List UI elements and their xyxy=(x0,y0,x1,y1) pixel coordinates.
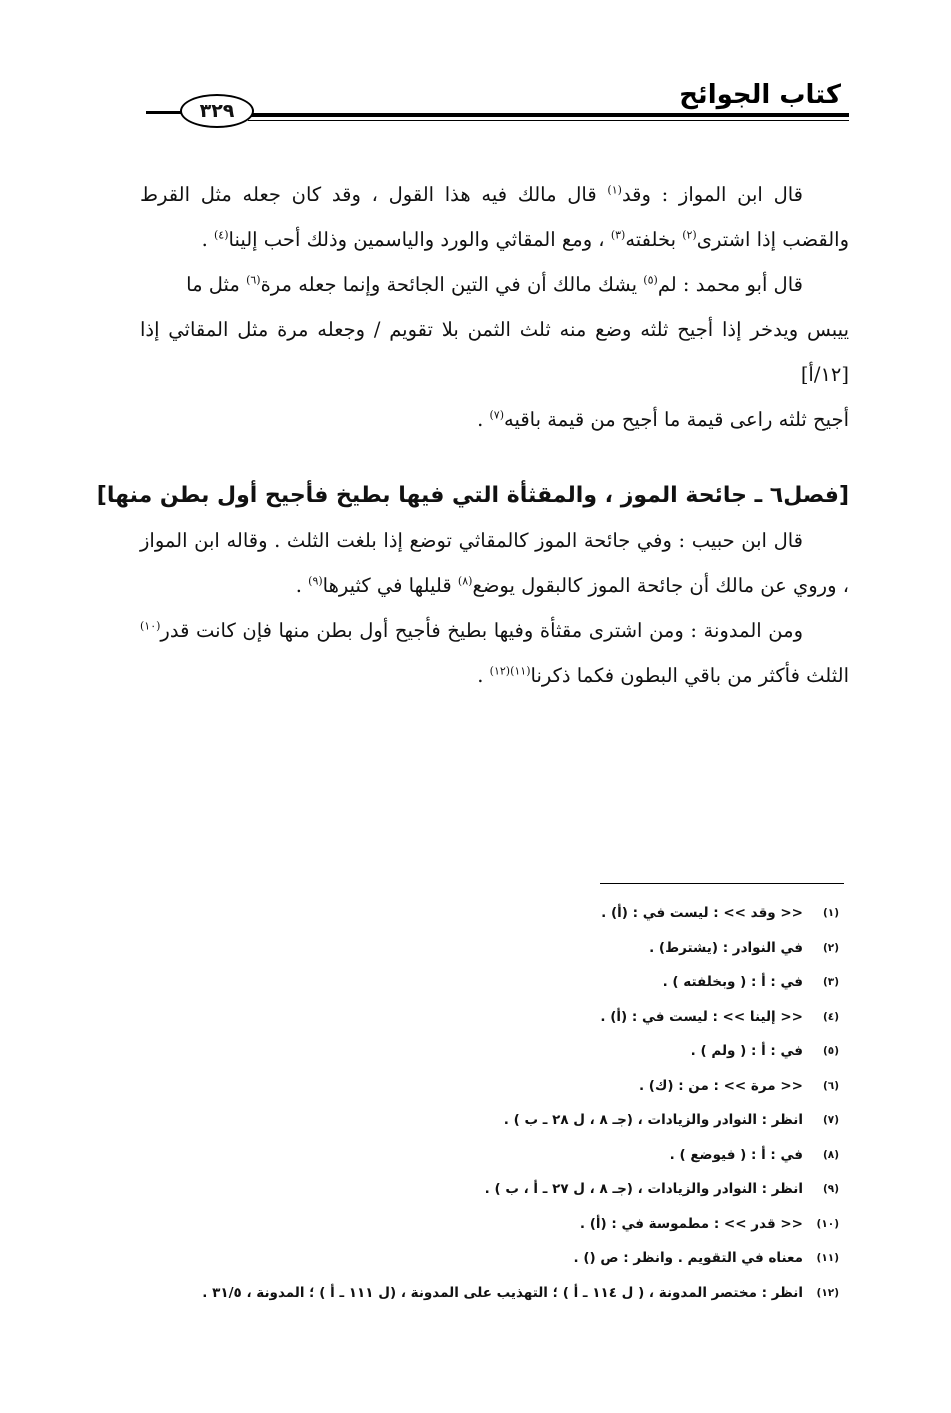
text-run: مثل ما xyxy=(186,273,247,296)
footnote-ref-3: (٣) xyxy=(610,228,626,242)
footnote-ref-2: (٢) xyxy=(682,228,697,242)
footnote-number: (٧) xyxy=(822,1114,839,1126)
paragraph-3 xyxy=(140,518,849,608)
footnote-number: (٢) xyxy=(822,941,839,954)
text-run: . xyxy=(295,574,309,597)
footnote-item xyxy=(120,965,839,1000)
footnote-item xyxy=(120,1103,839,1138)
header-rule-thin xyxy=(248,120,849,121)
footnote-item xyxy=(120,896,839,931)
paragraph-1 xyxy=(140,172,849,262)
text-run: يشك مالك أن في التين الجائحة وإنما جعله مرة xyxy=(260,273,644,296)
text-run: ومن المدونة : ومن اشترى مقثأة وفيها بطيخ فأجيح أول بطن منها فإن كانت قدر xyxy=(160,619,803,642)
paragraph-4 xyxy=(140,608,849,698)
footnote-ref-12: (١٢) xyxy=(489,664,511,678)
footnote-item xyxy=(120,1207,839,1242)
footnote-number: (٦) xyxy=(822,1079,839,1092)
footnote-text: انظر : النوادر والزيادات ، (جـ ٨ ، ل ٢٨ ـ ب ) . xyxy=(503,1112,803,1128)
text-run: . xyxy=(477,664,490,687)
paragraph-2 xyxy=(140,262,849,307)
text-run: قال أبو محمد : لم xyxy=(657,273,803,296)
footnote-item xyxy=(120,1069,839,1104)
paragraph-2-line-3 xyxy=(140,397,849,442)
footnote-item xyxy=(120,931,839,966)
footnote-number: (٩) xyxy=(822,1183,839,1195)
footnote-item xyxy=(120,1241,839,1276)
footnote-ref-5: (٥) xyxy=(643,273,658,287)
text-run: قال ابن المواز : وقد xyxy=(621,183,803,206)
text-run: قال ابن حبيب : وفي جائحة الموز كالمقاثي توضع إذا بلغت الثلث . وقاله ابن المواز ، وروي عن مالك أن جائحة الموز كالبقول يوضع xyxy=(140,529,849,597)
footnote-text: << إلينا >> : ليست في : (أ) . xyxy=(600,1008,803,1025)
footnote-ref-7: (٧) xyxy=(489,408,504,422)
footnote-ref-11: (١١) xyxy=(510,664,531,678)
text-run: قليلها في كثيرها xyxy=(322,574,458,597)
footnote-ref-6: (٦) xyxy=(246,273,261,287)
footnote-text: في : أ : ( ولم ) . xyxy=(690,1043,803,1059)
footnote-text: انظر : مختصر المدونة ، ( ل ١١٤ ـ أ ) ؛ التهذيب على المدونة ، (ل ١١١ ـ أ ) ؛ المدونة ، ٣١/٥ . xyxy=(202,1284,803,1301)
footnote-item xyxy=(120,1138,839,1173)
footnote-ref-1: (١) xyxy=(607,183,622,197)
footnote-number: (١٠) xyxy=(816,1217,839,1230)
running-header-title: كتاب الجوائح xyxy=(679,80,841,110)
text-run: . xyxy=(477,408,490,431)
footnote-text: انظر : النوادر والزيادات ، (جـ ٨ ، ل ٢٧ ـ أ ، ب ) . xyxy=(484,1181,803,1197)
text-run: ، ومع المقاثي والورد والياسمين وذلك أحب إلينا xyxy=(228,228,611,251)
footnote-text: في : أ : ( فيوضع ) . xyxy=(669,1146,803,1163)
footnote-ref-10: (١٠) xyxy=(140,619,161,633)
main-text xyxy=(96,172,849,698)
footnote-item xyxy=(120,1276,839,1311)
footnote-text: معناه في التقويم . وانظر : ص () . xyxy=(573,1250,803,1266)
footnote-number: (١٢) xyxy=(816,1286,839,1299)
footnote-text: في : أ : ( وبخلفته ) . xyxy=(662,974,803,990)
text-run: قال مالك فيه هذا القول ، وقد كان جعله مثل القرط والقضب إذا اشترى xyxy=(140,183,849,251)
footnote-number: (٤) xyxy=(822,1010,839,1023)
page-number: ٣٢٩ xyxy=(180,94,254,128)
header-rule xyxy=(248,113,849,117)
footnote-ref-8: (٨) xyxy=(457,574,473,588)
footnote-number: (٣) xyxy=(822,976,839,988)
footnote-number: (١١) xyxy=(816,1252,839,1264)
section-gap xyxy=(140,442,849,474)
footnote-number: (١) xyxy=(822,907,839,919)
footnote-item xyxy=(120,1000,839,1035)
footnote-ref-9: (٩) xyxy=(308,574,323,588)
footnote-item xyxy=(120,1034,839,1069)
footnote-text: في النوادر : (يشترط) . xyxy=(649,939,803,956)
footnote-item xyxy=(120,1172,839,1207)
footnote-number: (٥) xyxy=(822,1045,839,1057)
footnotes xyxy=(120,896,839,1310)
paragraph-2-line-2 xyxy=(140,307,849,397)
footnote-text: << قدر >> : مطموسة في : (أ) . xyxy=(579,1215,803,1232)
footnote-number: (٨) xyxy=(822,1148,839,1161)
text-run: ييبس ويدخر إذا أجيح ثلثه وضع منه ثلث الثمن بلا تقويم / وجعله مرة مثل المقاثي إذا [١٢/أ] xyxy=(140,318,849,386)
text-run: أجيح ثلثه راعى قيمة ما أجيح من قيمة باقيه xyxy=(504,408,849,431)
text-run: الثلث فأكثر من باقي البطون فكما ذكرنا xyxy=(530,664,849,687)
text-run: بخلفته xyxy=(625,228,683,251)
footnote-text: << مرة >> : من : (ك) . xyxy=(638,1077,803,1094)
section-heading: [فصل٦ ـ جائحة الموز ، والمقثأة التي فيها بطيخ فأجيح أول بطن منها] xyxy=(96,483,849,508)
text-run: . xyxy=(201,228,214,251)
footnote-text: << وقد >> : ليست في : (أ) . xyxy=(601,905,803,921)
footnote-ref-4: (٤) xyxy=(213,228,229,242)
footnote-separator xyxy=(600,883,844,884)
